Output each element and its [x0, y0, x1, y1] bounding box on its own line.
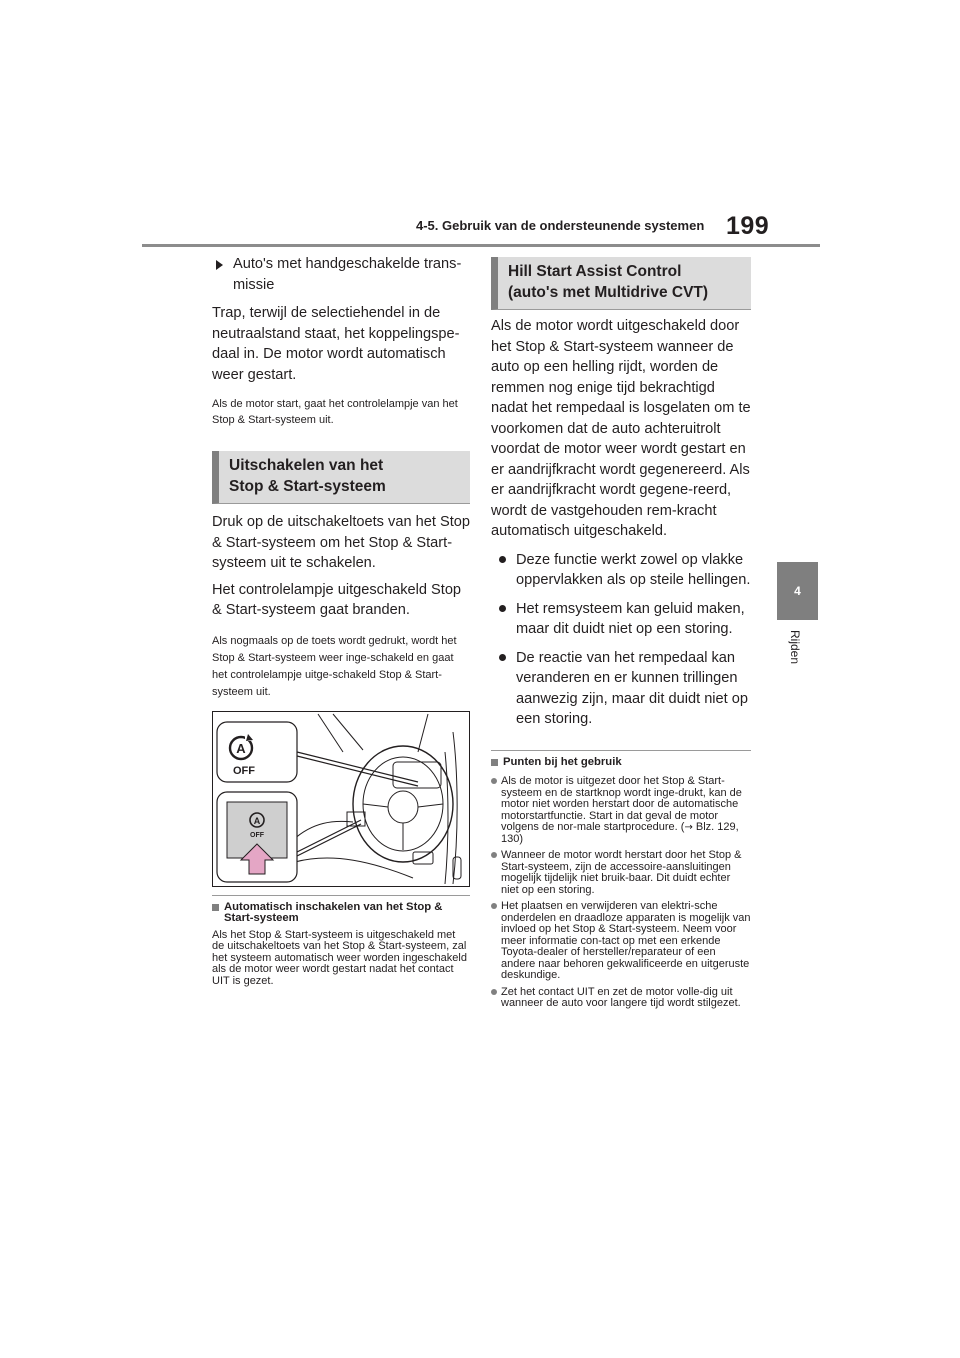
stop-start-button-illustration	[212, 711, 470, 887]
bullet-text: De reactie van het rempedaal kan veranderen en er kunnen trillingen aanwezig zijn, maar dit duidt niet op een storing.	[516, 649, 749, 727]
list-item	[491, 599, 751, 640]
manual-note: Als de motor start, gaat het controlelampje van het Stop & Start-systeem uit.	[212, 398, 458, 426]
note-text: Het plaatsen en verwijderen van elektri-sche onderdelen en draadloze apparaten is mogelijk van invloed op het Stop & Start-systeem. Neem voor meer informatie con-tact op met een erkende Toyota-dealer of hersteller/reparateur of een andere naar behoren gekwalificeerde en uitgeruste deskundige.	[501, 900, 751, 981]
large-off-label: OFF	[233, 764, 255, 777]
manual-transmission-heading	[212, 254, 470, 295]
header-rule	[142, 244, 820, 247]
note-divider	[491, 750, 751, 751]
note-text: Zet het contact UIT en zet de motor volle-dig uit wanneer de auto voor langere tijd wordt stilgezet.	[501, 985, 741, 1009]
disable-paragraph-1: Druk op de uitschakeltoets van het Stop & Start-systeem om het Stop & Start-systeem uit te schakelen.	[212, 514, 470, 571]
left-column	[212, 254, 470, 987]
bullet-dot-icon	[499, 654, 506, 661]
hill-heading-line-1: Hill Start Assist Control	[508, 263, 682, 280]
manual-heading-text: Auto's met handgeschakelde trans-missie	[233, 256, 462, 293]
bullet-text: Deze functie werkt zowel op vlakke oppervlakken als op steile hellingen.	[516, 551, 751, 588]
usage-heading-text: Punten bij het gebruik	[503, 755, 622, 768]
note-divider	[212, 895, 470, 896]
triangle-marker-icon	[216, 260, 223, 270]
usage-note-heading	[491, 757, 751, 769]
list-item	[491, 550, 751, 591]
section-heading-disable	[212, 451, 470, 504]
small-off-label: OFF	[250, 831, 264, 839]
note-text: Wanneer de motor wordt herstart door het Stop & Start-systeem, zijn de accessoire-aansluitingen mogelijk tijdelijk niet bruik-baar. Dit duidt echter niet op een storing.	[501, 849, 742, 896]
hill-heading-line-2: (auto's met Multidrive CVT)	[508, 284, 709, 301]
square-marker-icon	[212, 904, 219, 911]
disable-paragraph-2: Het controlelampje uitgeschakeld Stop & Start-systeem gaat branden.	[212, 581, 462, 618]
section-heading-hill-start	[491, 257, 751, 310]
auto-enable-heading-text: Automatisch inschakelen van het Stop & Start-systeem	[224, 900, 443, 924]
page-reference-link[interactable]: Blz. 129, 130)	[501, 821, 739, 845]
section-title: 4-5. Gebruik van de ondersteunende systemen	[416, 218, 705, 233]
list-item	[491, 648, 751, 730]
section-heading-line-2: Stop & Start-systeem	[229, 478, 386, 495]
svg-text:A: A	[253, 815, 261, 826]
auto-enable-note-text: Als het Stop & Start-systeem is uitgeschakeld met de uitschakeltoets van het Stop & Start-systeem, zal het systeem automatisch weer worden ingeschakeld als de motor weer wordt gestart nadat het contact UIT is gezet.	[212, 928, 467, 987]
note-item	[491, 850, 751, 896]
auto-enable-note-heading	[212, 902, 470, 925]
chapter-tab[interactable]	[777, 562, 818, 620]
bullet-text: Het remsysteem kan geluid maken, maar dit duidt niet op een storing.	[516, 600, 745, 637]
right-column	[491, 254, 751, 1010]
note-item	[491, 987, 751, 1010]
grey-bullet-icon	[491, 989, 497, 995]
section-heading-line-1: Uitschakelen van het	[229, 457, 384, 474]
note-text-part: Als de motor is uitgezet door het Stop & Start-systeem en de startknop wordt inge-drukt, kan de motor niet worden herstart door de automatische motorstartfunctie. Start in dat geval de motor volgens de nor-male startprocedure. (	[501, 775, 742, 833]
note-text	[501, 776, 751, 845]
bullet-dot-icon	[499, 605, 506, 612]
disable-note: Als nogmaals op de toets wordt gedrukt, wordt het Stop & Start-systeem weer inge-schakeld en gaat het controlelampje uitge-schakeld Stop & Start-systeem uit.	[212, 634, 457, 698]
grey-bullet-icon	[491, 852, 497, 858]
chapter-number: 4	[794, 584, 801, 598]
chapter-name: Rijden	[788, 630, 802, 665]
bullet-dot-icon	[499, 556, 506, 563]
note-item	[491, 776, 751, 845]
square-marker-icon	[491, 759, 498, 766]
grey-bullet-icon	[491, 778, 497, 784]
svg-text:A: A	[236, 740, 246, 756]
page-number: 199	[726, 212, 770, 240]
grey-bullet-icon	[491, 903, 497, 909]
note-item	[491, 901, 751, 982]
hill-start-paragraph: Als de motor wordt uitgeschakeld door het Stop & Start-systeem wanneer de auto op een helling rijdt, worden de remmen nog enige tijd bekrachtigd nadat het rempedaal is losgelaten om te voorkomen dat de auto achteruitrolt voordat de motor weer wordt gestart en er aandrijfkracht wordt gegenereerd. Als er aandrijfkracht wordt gegene-reerd, wordt de vastgehouden rem-kracht automatisch uitgeschakeld.	[491, 318, 751, 539]
arrow-icon: →	[684, 822, 693, 833]
manual-paragraph: Trap, terwijl de selectiehendel in de neutraalstand staat, het koppelingspe-daal in. De motor wordt automatisch weer gestart.	[212, 305, 460, 383]
dashboard-drawing	[213, 712, 469, 886]
